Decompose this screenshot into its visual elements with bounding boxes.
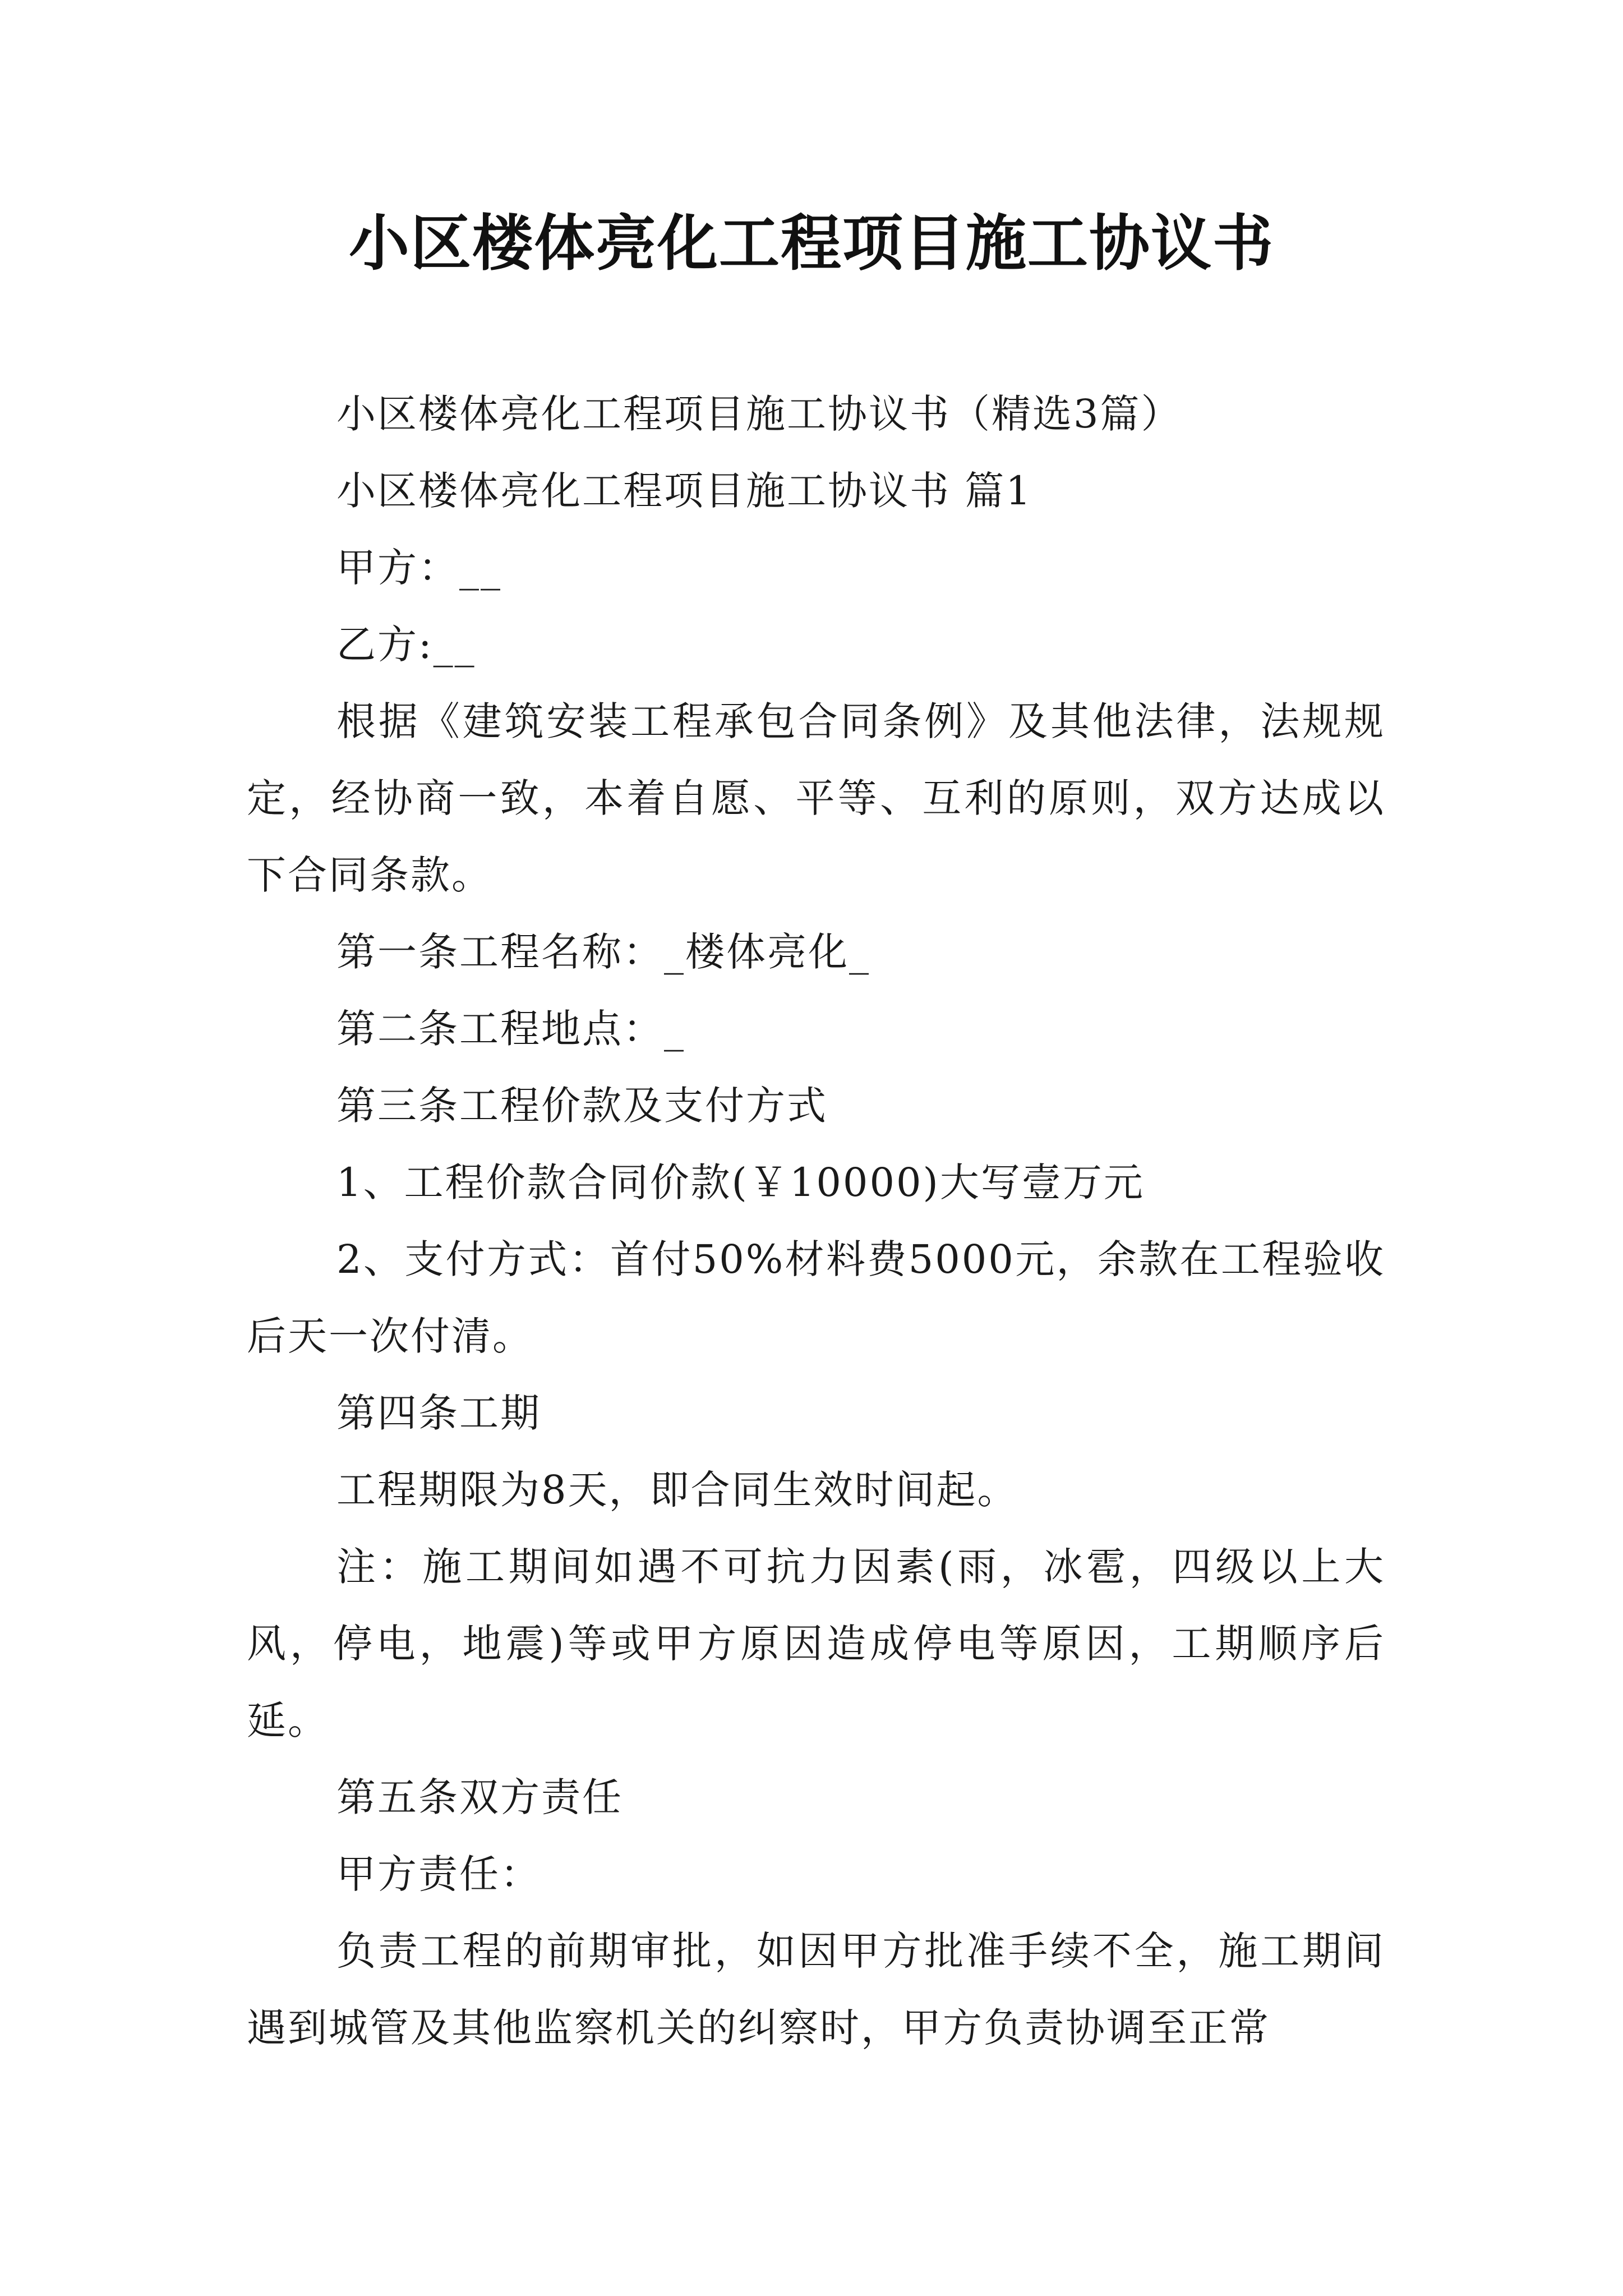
- paragraph: 甲方：__: [336, 545, 502, 591]
- document-body: [247, 376, 1385, 2067]
- paragraph: 甲方责任：: [336, 1851, 541, 1897]
- paragraph: 负责工程的前期审批，如因甲方批准手续不全，施工期间遇到城管及其他监察机关的纠察时，甲方负责协调至正常: [247, 1928, 1385, 2051]
- paragraph: 第四条工期: [336, 1390, 541, 1436]
- paragraph: 乙方:__: [336, 622, 476, 668]
- paragraph: 工程期限为8天，即合同生效时间起。: [336, 1467, 1018, 1513]
- paragraph: 第五条双方责任: [336, 1774, 623, 1820]
- paragraph: 第一条工程名称：_楼体亮化_: [336, 929, 870, 975]
- paragraph: 小区楼体亮化工程项目施工协议书 篇1: [336, 468, 1032, 514]
- paragraph: 第二条工程地点：_: [336, 1006, 685, 1052]
- paragraph: 注：施工期间如遇不可抗力因素(雨，冰雹，四级以上大风，停电，地震)等或甲方原因造成停电等原因，工期顺序后延。: [247, 1544, 1385, 1743]
- paragraph: 2、支付方式：首付50%材料费5000元，余款在工程验收后天一次付清。: [247, 1236, 1385, 1359]
- document-title: 小区楼体亮化工程项目施工协议书: [348, 209, 1274, 279]
- paragraph: 1、工程价款合同价款(￥10000)大写壹万元: [336, 1159, 1145, 1205]
- paragraph: 第三条工程价款及支付方式: [336, 1083, 828, 1129]
- paragraph: 小区楼体亮化工程项目施工协议书（精选3篇）: [336, 391, 1182, 437]
- paragraph: 根据《建筑安装工程承包合同条例》及其他法律，法规规定，经协商一致，本着自愿、平等、互利的原则，双方达成以下合同条款。: [247, 698, 1385, 898]
